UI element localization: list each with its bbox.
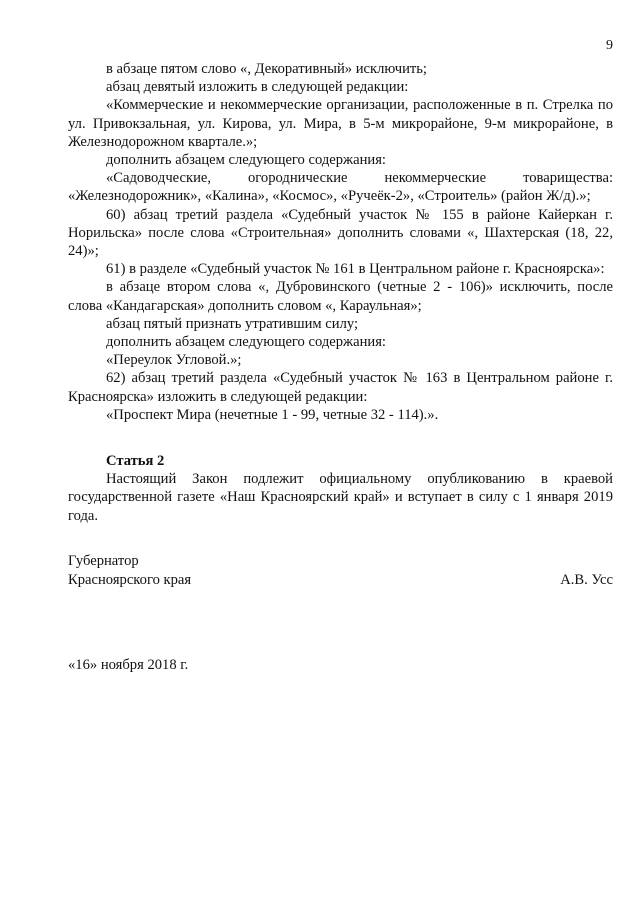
article-heading: Статья 2 (106, 453, 165, 470)
signatory-region: Красноярского края (68, 572, 192, 588)
page-number: 9 (606, 38, 613, 53)
document-date: «16» ноября 2018 г. (68, 657, 189, 673)
paragraph: «Переулок Угловой.»; (106, 352, 242, 369)
paragraph: «Садоводческие, огороднические некоммерческие товарищества: «Железнодорожник», «Калина», «Космос», «Ручеёк-2», «Строитель» (район Ж/д).»; (68, 170, 613, 205)
paragraph: дополнить абзацем следующего содержания: (106, 152, 386, 169)
paragraph: 60) абзац третий раздела «Судебный участок № 155 в районе Кайеркан г. Норильска» после слова «Строительная» дополнить словами «, Шахтерская (18, 22, 24)»; (68, 206, 613, 260)
paragraph: абзац девятый изложить в следующей редакции: (106, 79, 409, 96)
article-text: Настоящий Закон подлежит официальному опубликованию в краевой государственной газете «Наш Красноярский край» и вступает в силу с 1 января 2019 года. (68, 471, 613, 524)
signatory-name: А.В. Усс (560, 572, 613, 588)
paragraph: дополнить абзацем следующего содержания: (106, 334, 386, 351)
paragraph: 62) абзац третий раздела «Судебный участок № 163 в Центральном районе г. Красноярска» изложить в следующей редакции: (68, 370, 613, 405)
paragraph: в абзаце пятом слово «, Декоративный» исключить; (106, 61, 427, 77)
paragraph: абзац пятый признать утратившим силу; (106, 315, 359, 332)
signature-block (68, 552, 613, 590)
paragraph: «Коммерческие и некоммерческие организации, расположенные в п. Стрелка по ул. Привокзальная, ул. Кирова, ул. Мира, в 5-м микрорайоне, 9-м микрорайоне, в Железнодорожном квартале.»; (68, 97, 613, 150)
signatory-title: Губернатор (68, 553, 139, 569)
paragraph: 61) в разделе «Судебный участок № 161 в Центральном районе г. Красноярска»: (106, 261, 605, 278)
paragraph: в абзаце втором слова «, Дубровинского (четные 2 - 106)» исключить, после слова «Кандагарская» дополнить словом «, Караульная»; (68, 279, 613, 314)
document-body (68, 60, 613, 525)
paragraph: «Проспект Мира (нечетные 1 - 99, четные 32 - 114).». (106, 406, 439, 423)
